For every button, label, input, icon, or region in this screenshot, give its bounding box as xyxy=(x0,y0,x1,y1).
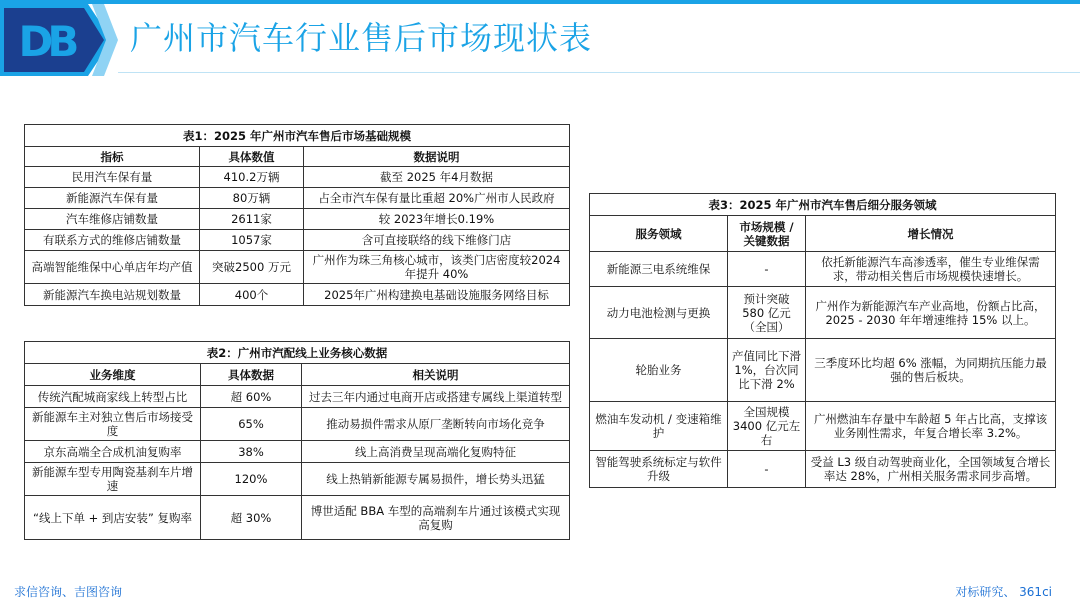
table-row xyxy=(25,441,570,463)
table-cell: - xyxy=(728,451,806,488)
table-cell: 受益 L3 级自动驾驶商业化，全国领域复合增长率达 28%，广州相关服务需求同步高增。 xyxy=(806,451,1056,488)
table-cell: 预计突破 580 亿元（全国） xyxy=(728,287,806,339)
table-cell: 2611家 xyxy=(200,209,304,230)
table-cell: 新能源汽车换电站规划数量 xyxy=(25,284,200,306)
table-row xyxy=(590,339,1056,402)
table1-caption: 表1：2025 年广州市汽车售后市场基础规模 xyxy=(25,125,570,147)
table-cell: 65% xyxy=(201,408,302,441)
table-cell: 超 60% xyxy=(201,386,302,408)
table1-header-note: 数据说明 xyxy=(304,147,570,167)
table2-caption: 表2：广州市汽配线上业务核心数据 xyxy=(25,342,570,364)
table-cell: 线上高消费呈现高端化复购特征 xyxy=(302,441,570,463)
table-cell: 线上热销新能源专属易损件，增长势头迅猛 xyxy=(302,463,570,496)
page-header xyxy=(0,0,1080,78)
table2-header-dimension: 业务维度 xyxy=(25,364,201,386)
table-cell: 高端智能维保中心单店年均产值 xyxy=(25,251,200,284)
table-row xyxy=(590,252,1056,287)
table-row xyxy=(25,251,570,284)
table-cell: 推动易损件需求从原厂垄断转向市场化竞争 xyxy=(302,408,570,441)
table-row xyxy=(25,386,570,408)
table-cell: 新能源车主对独立售后市场接受度 xyxy=(25,408,201,441)
table-cell: 120% xyxy=(201,463,302,496)
table3-header-growth: 增长情况 xyxy=(806,216,1056,252)
table-row xyxy=(590,451,1056,488)
footer-source-right: 对标研究、 361ci xyxy=(955,585,1052,599)
table-cell: 过去三年内通过电商开店或搭建专属线上渠道转型 xyxy=(302,386,570,408)
table-cell: 智能驾驶系统标定与软件升级 xyxy=(590,451,728,488)
table-cell: 依托新能源汽车高渗透率，催生专业维保需求，带动相关售后市场规模快速增长。 xyxy=(806,252,1056,287)
table-cell: 400个 xyxy=(200,284,304,306)
table-cell: 民用汽车保有量 xyxy=(25,167,200,188)
table-cell: 410.2万辆 xyxy=(200,167,304,188)
table-cell: 广州作为珠三角核心城市，该类门店密度较2024年提升 40% xyxy=(304,251,570,284)
table-cell: 新能源汽车保有量 xyxy=(25,188,200,209)
table1-header-value: 具体数值 xyxy=(200,147,304,167)
table-cell: 有联系方式的维修店铺数量 xyxy=(25,230,200,251)
table-cell: 广州燃油车存量中车龄超 5 年占比高，支撑该业务刚性需求，年复合增长率 3.2%。 xyxy=(806,402,1056,451)
header-accent-band xyxy=(0,0,1080,4)
footer-source-left: 求信咨询、吉图咨询 xyxy=(14,585,123,599)
table1-header-indicator: 指标 xyxy=(25,147,200,167)
table-cell: 三季度环比均超 6% 涨幅，为同期抗压能力最强的售后板块。 xyxy=(806,339,1056,402)
table-cell: 传统汽配城商家线上转型占比 xyxy=(25,386,201,408)
table-cell: 38% xyxy=(201,441,302,463)
table-row xyxy=(25,496,570,540)
table-cell: 京东高端全合成机油复购率 xyxy=(25,441,201,463)
table3-header-field: 服务领域 xyxy=(590,216,728,252)
table-cell: 轮胎业务 xyxy=(590,339,728,402)
table-row xyxy=(25,408,570,441)
table-cell: 1057家 xyxy=(200,230,304,251)
table-cell: 2025年广州构建换电基础设施服务网络目标 xyxy=(304,284,570,306)
table-cell: - xyxy=(728,252,806,287)
table-online-parts-business xyxy=(24,341,570,540)
table-row xyxy=(25,209,570,230)
table-cell: 产值同比下滑 1%，台次同比下滑 2% xyxy=(728,339,806,402)
page-title: 广州市汽车行业售后市场现状表 xyxy=(130,19,593,57)
table2-header-data: 具体数据 xyxy=(201,364,302,386)
table-cell: 博世适配 BBA 车型的高端刹车片通过该模式实现高复购 xyxy=(302,496,570,540)
company-logo xyxy=(0,0,118,78)
table-cell: 燃油车发动机 / 变速箱维护 xyxy=(590,402,728,451)
table-row xyxy=(590,402,1056,451)
table-cell: “线上下单 + 到店安装” 复购率 xyxy=(25,496,201,540)
table-cell: 广州作为新能源汽车产业高地，份额占比高，2025 - 2030 年年增速维持 15% 以上。 xyxy=(806,287,1056,339)
table-row xyxy=(590,287,1056,339)
table-market-base-scale xyxy=(24,124,570,306)
table-row xyxy=(25,463,570,496)
table-row xyxy=(25,284,570,306)
table-row xyxy=(25,167,570,188)
table-cell: 汽车维修店铺数量 xyxy=(25,209,200,230)
table-cell: 截至 2025 年4月数据 xyxy=(304,167,570,188)
header-divider xyxy=(118,72,1080,73)
table-service-segments xyxy=(589,193,1056,488)
table-row xyxy=(25,230,570,251)
table-cell: 动力电池检测与更换 xyxy=(590,287,728,339)
table-cell: 含可直接联络的线下维修门店 xyxy=(304,230,570,251)
table-cell: 突破2500 万元 xyxy=(200,251,304,284)
logo-lettering: DB xyxy=(18,17,74,66)
table-cell: 较 2023年增长0.19% xyxy=(304,209,570,230)
table-cell: 新能源车型专用陶瓷基刹车片增速 xyxy=(25,463,201,496)
table3-header-scale: 市场规模 / 关键数据 xyxy=(728,216,806,252)
table-cell: 超 30% xyxy=(201,496,302,540)
table-row xyxy=(25,188,570,209)
table2-header-note: 相关说明 xyxy=(302,364,570,386)
table-cell: 80万辆 xyxy=(200,188,304,209)
table3-caption: 表3：2025 年广州市汽车售后细分服务领域 xyxy=(590,194,1056,216)
table-cell: 新能源三电系统维保 xyxy=(590,252,728,287)
table-cell: 全国规模 3400 亿元左右 xyxy=(728,402,806,451)
table-cell: 占全市汽车保有量比重超 20%广州市人民政府 xyxy=(304,188,570,209)
